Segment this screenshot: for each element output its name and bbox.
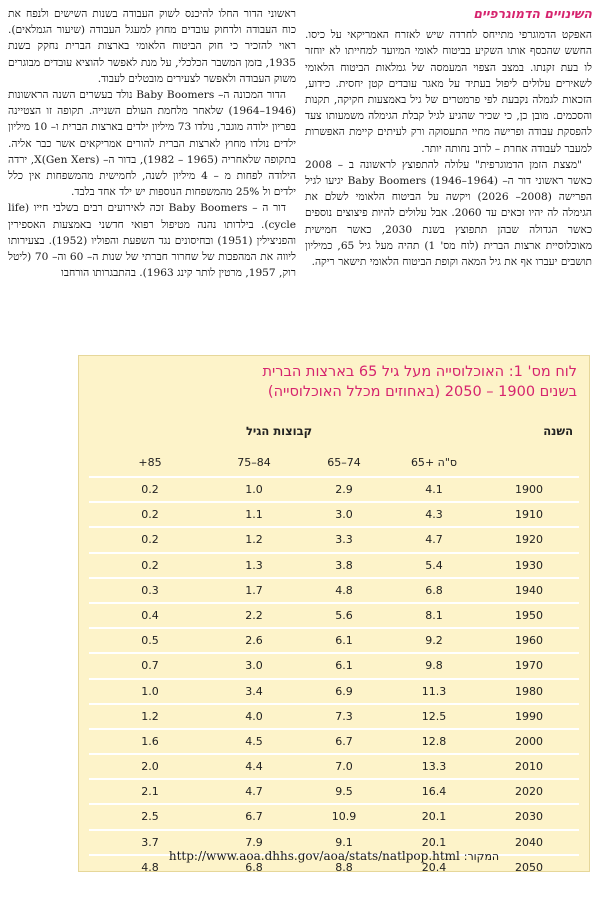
cell-65-74: 6.9 xyxy=(335,684,353,698)
table-row xyxy=(89,654,579,679)
subheader-65-74: 65–74 xyxy=(327,456,361,469)
cell-total-65: 20.4 xyxy=(421,860,447,874)
cell-75-84: 1.2 xyxy=(245,533,263,547)
table-row xyxy=(89,705,579,730)
cell-total-65: 4.7 xyxy=(425,533,443,547)
table-header-row xyxy=(89,418,579,452)
cell-75-84: 2.2 xyxy=(245,608,263,622)
table-row xyxy=(89,528,579,553)
cell-85-plus: 1.6 xyxy=(141,734,159,748)
cell-65-74: 6.1 xyxy=(335,659,353,673)
cell-total-65: 5.4 xyxy=(425,558,443,572)
cell-85-plus: 3.7 xyxy=(141,835,159,849)
cell-75-84: 2.6 xyxy=(245,634,263,648)
cell-year: 2040 xyxy=(515,835,543,849)
cell-65-74: 7.3 xyxy=(335,709,353,723)
cell-85-plus: 0.2 xyxy=(141,483,159,496)
cell-total-65: 20.1 xyxy=(421,835,447,849)
population-table-box xyxy=(78,355,590,872)
cell-total-65: 16.4 xyxy=(421,785,447,799)
cell-75-84: 6.8 xyxy=(245,860,263,874)
cell-year: 1950 xyxy=(515,608,543,622)
cell-year: 1910 xyxy=(515,508,543,522)
article-paragraph: האפקט הדמוגרפי מתייחס לחרדה שיש לאזרח האמריקאי על כיסו. החשש שהכסף אותו השקיע בביטוח לאומי המיועד למחייתו לא יוחזר לו בעת זקנתו. במצב הצפוי המעמסה של גמלאות הביטוח הלאומי לשאירים עלולים ליפול בעתיד על מאגר עובדים קטן יחסית. כידוע, הזכאות לגמלה נקבעת לפי פרמטרים של גיל באמצעות חקיקה, תקנות והסכמים. מובן כן, כי שכיר שהגיע לגיל קבלת הגימלה משמעותו צעד להפסקת עבודה ופרישה מחיי התעסוקה ורק לעיתים קיימת האפשרות למעבר לעבודה אחרת – לרוב נחותה יותר. xyxy=(305,29,592,155)
cell-75-84: 1.3 xyxy=(245,558,263,572)
cell-year: 1960 xyxy=(515,634,543,648)
cell-65-74: 9.5 xyxy=(335,785,353,799)
article-paragraph: דור ה – Baby Boomers זכה לאירועים רבים בשלבי חייו (life cycle). בילדותו נהנה מטיפול רפואי חדשני באמצעות האספירין והפניצילין (1951) ובחיסונים נגד השפעת והפוליו (1952). בצעירותו ליווה את המהפכות של שחרור חברתי של שנות ה– 60 וה– 70 (ליטל רוק, 1957, מרטין לותר קינג 1963). בהתבגרותו הורחבו xyxy=(8,202,296,280)
cell-65-74: 8.8 xyxy=(335,860,353,874)
cell-year: 1940 xyxy=(515,583,543,597)
cell-75-84: 1.0 xyxy=(245,483,263,496)
cell-85-plus: 2.1 xyxy=(141,785,159,799)
cell-total-65: 4.3 xyxy=(425,508,443,522)
cell-65-74: 3.8 xyxy=(335,558,353,572)
population-table xyxy=(89,418,579,881)
cell-total-65: 12.8 xyxy=(421,734,447,748)
article-paragraph: הדור המכונה ה– Baby Boomers נולד בעשרים השנה הראשונות (1946–1964) שלאחר מלחמת העולם השנייה. תקופה זו הצטיינה בפריון ילודה מוגבר, נולדו 73 מיליון ילדים בארצות הברית ו– 10 מיליון ילדים נולדו מחוץ לארצות הברית להורים אמריקאים אשר כבר אליה. בתקופה שלאחריה (1965 – 1982), בדור ה– X(Gen Xers), ירדה הילודה לפחות מ – 4 מיליון לשנה, לחמישית מהמשפחות אין כלל ילדים ול 25% מהמשפחות הנוספות יש ילד אחד בלבד. xyxy=(8,89,297,199)
subheader-75-84: 75–84 xyxy=(237,456,271,469)
subheader-total-65: ס"ה +65 xyxy=(410,456,458,469)
cell-total-65: 9.2 xyxy=(425,634,443,648)
cell-85-plus: 0.2 xyxy=(141,533,159,547)
cell-total-65: 11.3 xyxy=(421,684,447,698)
cell-65-74: 2.9 xyxy=(335,483,353,496)
cell-85-plus: 0.2 xyxy=(141,508,159,522)
subheader-85-plus: +85 xyxy=(138,456,162,469)
cell-total-65: 8.1 xyxy=(425,608,443,622)
age-groups-header: קבוצות הגיל xyxy=(245,424,313,438)
cell-total-65: 20.1 xyxy=(421,810,447,824)
table-row xyxy=(89,780,579,805)
cell-75-84: 1.1 xyxy=(245,508,263,522)
cell-85-plus: 0.7 xyxy=(141,659,159,673)
cell-85-plus: 0.5 xyxy=(141,634,159,648)
cell-85-plus: 4.8 xyxy=(141,860,159,874)
cell-65-74: 3.3 xyxy=(335,533,353,547)
table-title-line-1: לוח מס' 1: האוכלוסייה מעל גיל 65 בארצות הברית xyxy=(262,364,577,380)
cell-year: 1920 xyxy=(515,533,543,547)
article-paragraph: "מצצת הזמן הדמוגרפית" עלולה להתפוצץ לראשונה ב – 2008 כאשר ראשוני דור ה– Baby Boomers (1946–1964) יגיעו לגיל הפרישה (2008– 2026) ויקשה על הביטוח הלאומי לשלם את הגימלה לה יהיו זכאים עד 2060. אבל עלולים להיות פיצוצים נוספים כאשר הגדולה שבהן תתפוצץ בשנת 2030, כאשר חמישית מאוכלוסיית ארצות הברית (לוח מס' 1) תהיה מעל גיל 65, כמיליון תושבים יעברו אף את גיל המאה וקופת הביטוח הלאומי תישאר ריקה. xyxy=(305,158,592,269)
cell-65-74: 4.8 xyxy=(335,583,353,597)
cell-year: 2000 xyxy=(515,734,543,748)
cell-65-74: 6.1 xyxy=(335,634,353,648)
article-column-left xyxy=(8,6,296,281)
cell-75-84: 6.7 xyxy=(245,810,263,824)
table-row xyxy=(89,805,579,830)
section-title: השינויים הדמוגרפיים xyxy=(473,6,592,21)
table-title-line-2: בשנים 1900 – 2050 (באחוזים מכלל האוכלוסייה) xyxy=(267,384,577,400)
table-subheader-row xyxy=(89,452,579,478)
cell-year: 1990 xyxy=(515,709,543,723)
cell-year: 2050 xyxy=(515,860,543,874)
cell-85-plus: 2.5 xyxy=(141,810,159,824)
cell-total-65: 13.3 xyxy=(421,760,447,774)
table-row xyxy=(89,503,579,528)
cell-year: 1980 xyxy=(515,684,543,698)
cell-65-74: 6.7 xyxy=(335,734,353,748)
cell-total-65: 12.5 xyxy=(421,709,447,723)
cell-65-74: 7.0 xyxy=(335,760,353,774)
cell-65-74: 5.6 xyxy=(335,608,353,622)
cell-85-plus: 0.2 xyxy=(141,558,159,572)
cell-year: 1900 xyxy=(515,483,543,496)
table-row xyxy=(89,680,579,705)
cell-75-84: 4.4 xyxy=(245,760,263,774)
table-row xyxy=(89,604,579,629)
cell-total-65: 9.8 xyxy=(425,659,443,673)
cell-total-65: 6.8 xyxy=(425,583,443,597)
cell-85-plus: 0.4 xyxy=(141,608,159,622)
source-label: המקור: xyxy=(463,850,500,863)
cell-year: 2020 xyxy=(515,785,543,799)
cell-75-84: 3.0 xyxy=(245,659,263,673)
source-url: http://www.aoa.dhhs.gov/aoa/stats/natlpop.html xyxy=(168,849,460,863)
table-row xyxy=(89,629,579,654)
cell-85-plus: 2.0 xyxy=(141,760,159,774)
cell-year: 2010 xyxy=(515,760,543,774)
cell-year: 1930 xyxy=(515,558,543,572)
table-source xyxy=(79,849,589,863)
cell-85-plus: 1.0 xyxy=(141,684,159,698)
cell-75-84: 7.9 xyxy=(245,835,263,849)
cell-65-74: 3.0 xyxy=(335,508,353,522)
cell-75-84: 3.4 xyxy=(245,684,263,698)
cell-75-84: 1.7 xyxy=(245,583,263,597)
cell-75-84: 4.7 xyxy=(245,785,263,799)
table-row xyxy=(89,554,579,579)
cell-75-84: 4.0 xyxy=(245,709,263,723)
cell-85-plus: 1.2 xyxy=(141,709,159,723)
cell-total-65: 4.1 xyxy=(425,483,443,496)
table-body xyxy=(89,478,579,881)
table-row xyxy=(89,755,579,780)
cell-75-84: 4.5 xyxy=(245,734,263,748)
table-row xyxy=(89,579,579,604)
cell-65-74: 10.9 xyxy=(331,810,357,824)
table-row xyxy=(89,478,579,503)
cell-year: 1970 xyxy=(515,659,543,673)
cell-85-plus: 0.3 xyxy=(141,583,159,597)
article-column-right xyxy=(305,6,592,270)
article-paragraph: ראשוני הדור החלו להיכנס לשוק העבודה בשנות השישים ולנפח את כוח העבודה ולדחוק עובדים מחוץ למעגל העבודה (שיעור הגמלאים). ראוי להזכיר כי חוק הביטוח הלאומי בארצות הברית נחקק בשנת 1935, בזמן המשבר הכלכלי, על מנת לאפשר להוציא עובדים מבוגרים משוק העבודה ולאפשר לצעירים מובטלים לעבוד. xyxy=(8,8,296,85)
table-title xyxy=(79,356,589,402)
cell-65-74: 9.1 xyxy=(335,835,353,849)
year-column-header: השנה xyxy=(543,424,573,438)
table-row xyxy=(89,730,579,755)
cell-year: 2030 xyxy=(515,810,543,824)
